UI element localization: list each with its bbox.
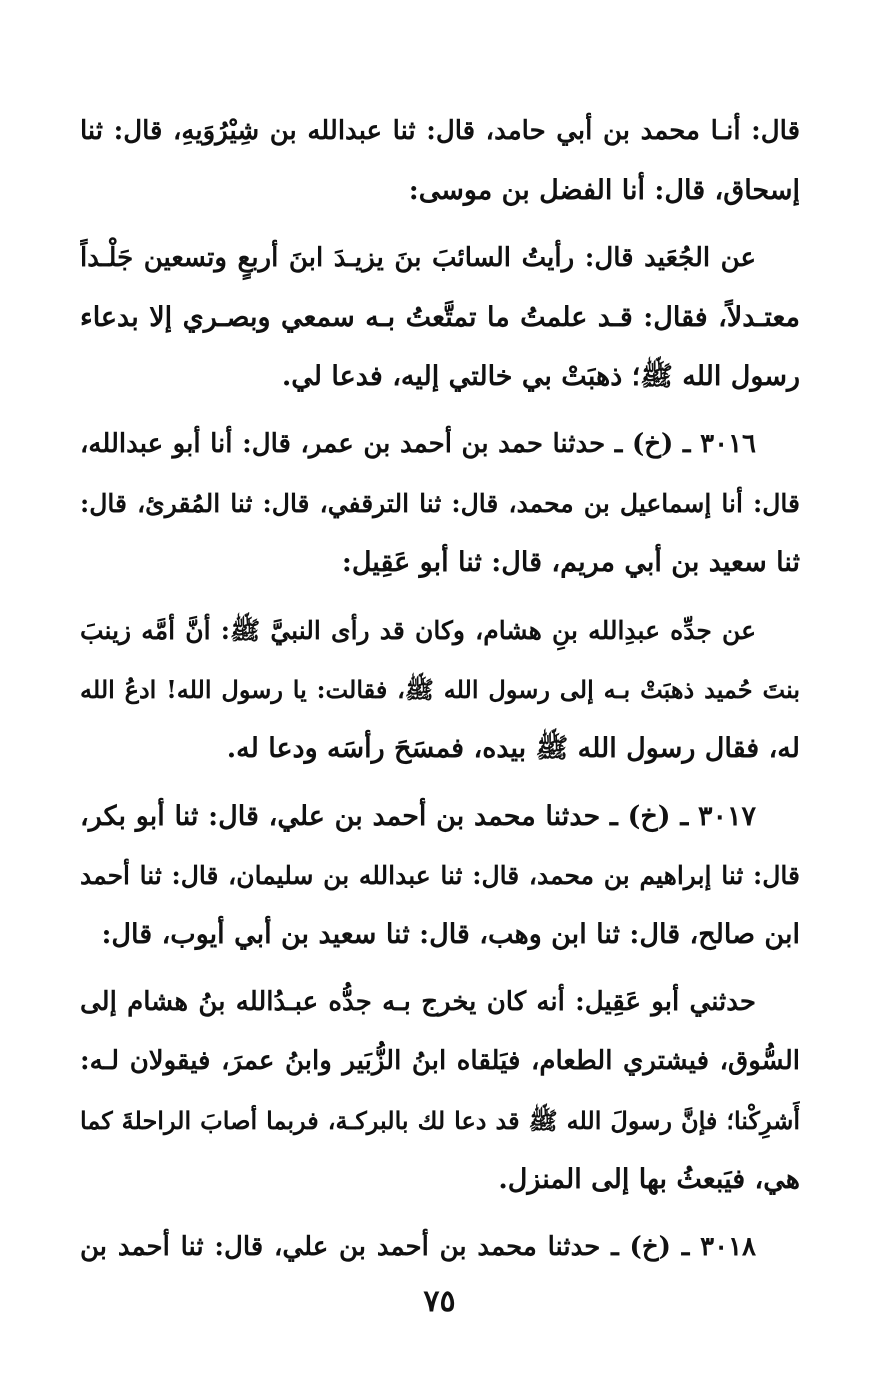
text-line: أَشرِكْنا؛ فإنَّ رسولَ الله ﷺ قد دعا لك بالبركـة، فربما أصابَ الراحلةَ كما [80, 1106, 800, 1135]
text-line: حدثني أبو عَقِيل: أنه كان يخرج بـه جدُّه عبـدُالله بنُ هشام إلى [80, 987, 756, 1017]
text-line: هي، فيَبعثُ بها إلى المنزل. [498, 1164, 800, 1195]
hadith-entry [80, 415, 800, 592]
page-number: ٧٥ [423, 1284, 456, 1319]
paragraph [80, 229, 800, 406]
text-line: قال: أنـا محمد بن أبي حامد، قال: ثنا عبدالله بن شِيْرُوَيهِ، قال: ثنا [80, 116, 800, 146]
hadith-entry [80, 787, 800, 964]
text-line: ٣٠١٨ ـ (خ) ـ حدثنا محمد بن أحمد بن علي، قال: ثنا أحمد بن [80, 1232, 756, 1262]
paragraph [80, 102, 800, 220]
text-line: قال: أنا إسماعيل بن محمد، قال: ثنا الترقفي، قال: ثنا المُقرئ، قال: [80, 489, 800, 518]
text-line: بنتَ حُميد ذهبَتْ بـه إلى رسول الله ﷺ، فقالت: يا رسول الله! ادعُ الله [80, 675, 800, 704]
paragraph [80, 973, 800, 1209]
paragraph [80, 601, 800, 778]
text-line: ٣٠١٦ ـ (خ) ـ حدثنا حمد بن أحمد بن عمر، قال: أنا أبو عبدالله، [80, 429, 756, 459]
text-line: عن الجُعَيد قال: رأيتُ السائبَ بنَ يزيـدَ ابنَ أربعٍ وتسعين جَلْـداً [80, 243, 756, 273]
text-line: قال: ثنا إبراهيم بن محمد، قال: ثنا عبدالله بن سليمان، قال: ثنا أحمد [80, 861, 800, 890]
text-line: إسحاق، قال: أنا الفضل بن موسى: [408, 175, 800, 206]
text-line: السُّوق، فيشتري الطعام، فيَلقاه ابنُ الزُّبَير وابنُ عمرَ، فيقولان لـه: [80, 1046, 800, 1076]
text-line: ٣٠١٧ ـ (خ) ـ حدثنا محمد بن أحمد بن علي، قال: ثنا أبو بكر، [80, 801, 757, 832]
page-body [80, 102, 800, 1277]
text-line: ابن صالح، قال: ثنا ابن وهب، قال: ثنا سعيد بن أبي أيوب، قال: [101, 919, 800, 950]
text-line: ثنا سعيد بن أبي مريم، قال: ثنا أبو عَقِيل: [341, 547, 800, 578]
text-line: له، فقال رسول الله ﷺ بيده، فمسَحَ رأسَه ودعا له. [226, 733, 800, 764]
hadith-entry [80, 1218, 800, 1277]
text-line: عن جدِّه عبدِالله بنِ هشام، وكان قد رأى النبيَّ ﷺ: أنَّ أمَّه زينبَ [80, 616, 756, 645]
text-line: معتـدلاً، فقال: قـد علمتُ ما تمتَّعتُ بـه سمعي وبصـري إلا بدعاء [80, 302, 800, 333]
text-line: رسول الله ﷺ؛ ذهبَتْ بي خالتي إليه، فدعا لي. [281, 361, 800, 392]
